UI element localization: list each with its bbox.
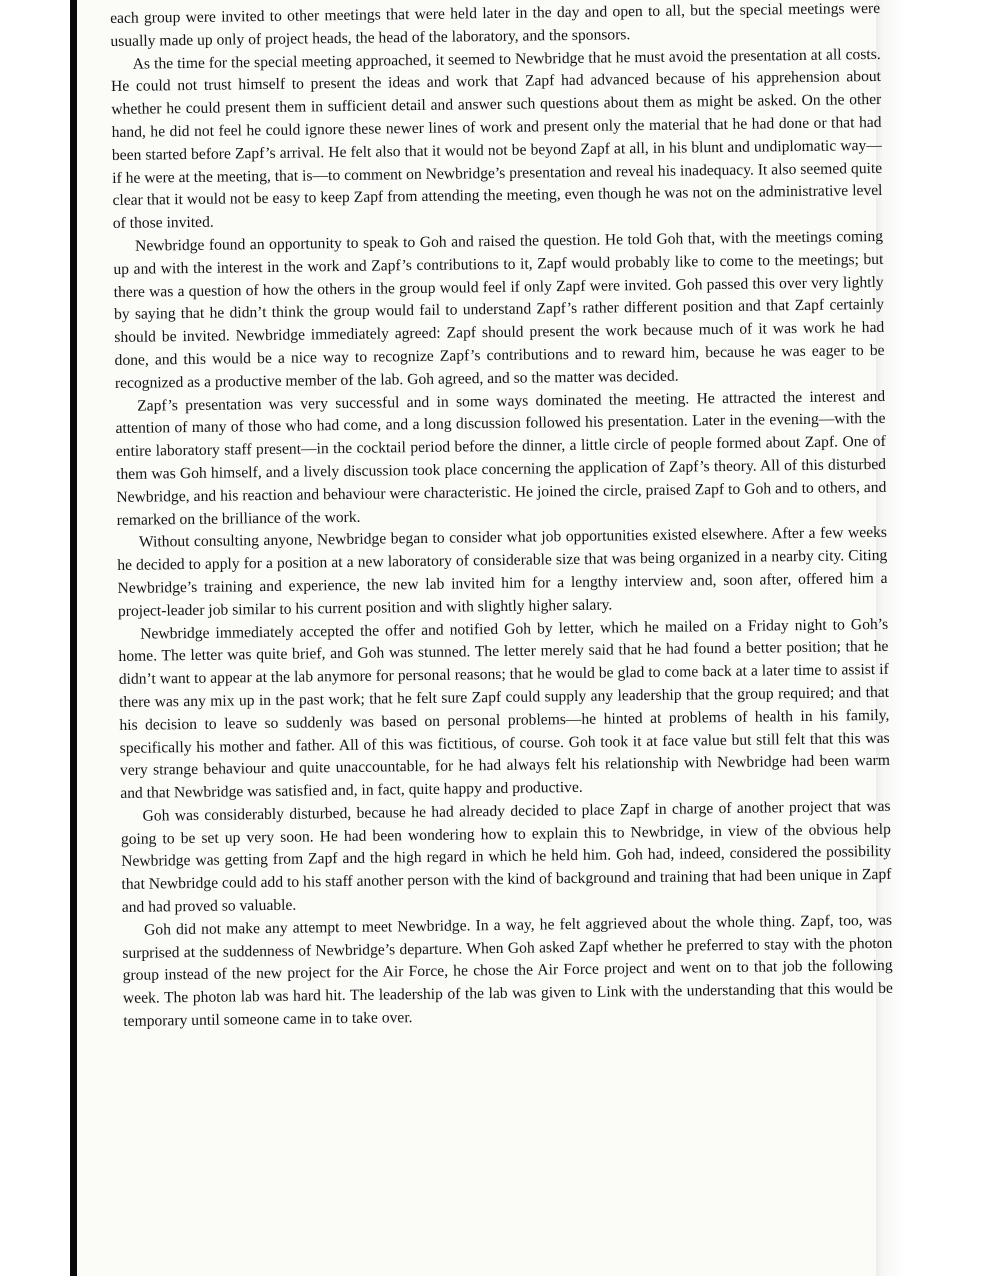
book-page-text [110,0,893,1034]
paragraph-3: Newbridge found an opportunity to speak to Goh and raised the question. He told Goh that, with the meetings coming up and with the interest in the work and Zapf’s contributions to it, Zapf would probably like to come to the meetings; but there was a question of how the others in the group would feel if only Zapf were invited. Goh passed this over very lightly by saying that he didn’t think the group would fail to understand Zapf’s rather different position and that Zapf certainly should be invited. Newbridge immediately agreed: Zapf should present the work because much of it was work he had done, and this would be a nice way to recognize Zapf’s contributions and to reward him, because he was eager to be recognized as a productive member of the lab. Goh agreed, and so the matter was decided. [113,227,885,392]
page-margin-right [876,0,996,1276]
page-margin-left [0,0,70,1276]
paragraph-7: Goh was considerably disturbed, because he had already decided to place Zapf in charge of another project that was going to be set up very soon. He had been wondering how to explain this to Newbridge, in view of the obvious help Newbridge was getting from Zapf and the high regard in which he held him. Goh had, indeed, considered the possibility that Newbridge could add to his staff another person with the kind of background and training that had been unique in Zapf and had proved so valuable. [120,797,892,917]
paragraph-4: Zapf’s presentation was very successful and in some ways dominated the meeting. He attracted the interest and attention of many of those who had come, and a long discussion followed his presentation. Later in the evening—with the entire laboratory staff present—in the cocktail period before the dinner, a little circle of people formed about Zapf. One of them was Goh himself, and a lively discussion took place concerning the application of Zapf’s theory. All of this disturbed Newbridge, and his reaction and behaviour were characteristic. He joined the circle, praised Zapf to Goh and to others, and remarked on the brilliance of the work. [115,387,887,529]
book-binding-shadow [70,0,77,1276]
paragraph-5: Without consulting anyone, Newbridge began to consider what job opportunities existed elsewhere. After a few weeks he decided to apply for a position at a new laboratory of considerable size that was being organized in a nearby city. Citing Newbridge’s training and experience, the new lab invited him for a lengthy interview and, soon after, offered him a project-leader job similar to his current position and with slightly higher salary. [117,524,888,620]
paragraph-8: Goh did not make any attempt to meet Newbridge. In a way, he felt aggrieved about the whole thing. Zapf, too, was surprised at the suddenness of Newbridge’s departure. When Goh asked Zapf whether he preferred to stay with the photon group instead of the new project for the Air Force, he chose the Air Force project and went on to that job the following week. The photon lab was hard hit. The leadership of the lab was given to Link with the understanding that this would be temporary until someone came in to take over. [122,911,894,1030]
paragraph-1: each group were invited to other meetings that were held later in the day and open to all, but the special meetings were usually made up only of project heads, the head of the laboratory, and the sponsors. [110,0,881,50]
paragraph-2: As the time for the special meeting approached, it seemed to Newbridge that he must avoid the presentation at all costs. He could not trust himself to present the ideas and work that Zapf had advanced because of his apprehension about whether he could present them in sufficient detail and answer such questions about them as might be asked. On the other hand, he did not feel he could ignore these newer lines of work and present only the material that he had done or that had been started before Zapf’s arrival. He felt also that it would not be beyond Zapf at all, in his blunt and undiplomatic way—if he were at the meeting, that is—to comment on Newbridge’s presentation and reveal his inadequacy. It also seemed quite clear that it would not be easy to keep Zapf from attending the meeting, even though he was not on the administrative level of those invited. [110,45,883,233]
paragraph-6: Newbridge immediately accepted the offer and notified Goh by letter, which he mailed on a Friday night to Goh’s home. The letter was quite brief, and Goh was stunned. The letter merely said that he had found a better position; that he didn’t want to appear at the lab anymore for personal reasons; that he would be glad to come back at a later time to assist if there was any mix up in the past work; that he felt sure Zapf could supply any leadership that the group required; and that his decision to leave so suddenly was based on personal problems—he hinted at problems of health in his family, specifically his mother and father. All of this was fictitious, of course. Goh took it at face value but still felt that this was very strange behaviour and quite unaccountable, for he had always felt his relationship with Newbridge had been warm and that Newbridge was satisfied and, in fact, quite happy and productive. [118,615,891,803]
